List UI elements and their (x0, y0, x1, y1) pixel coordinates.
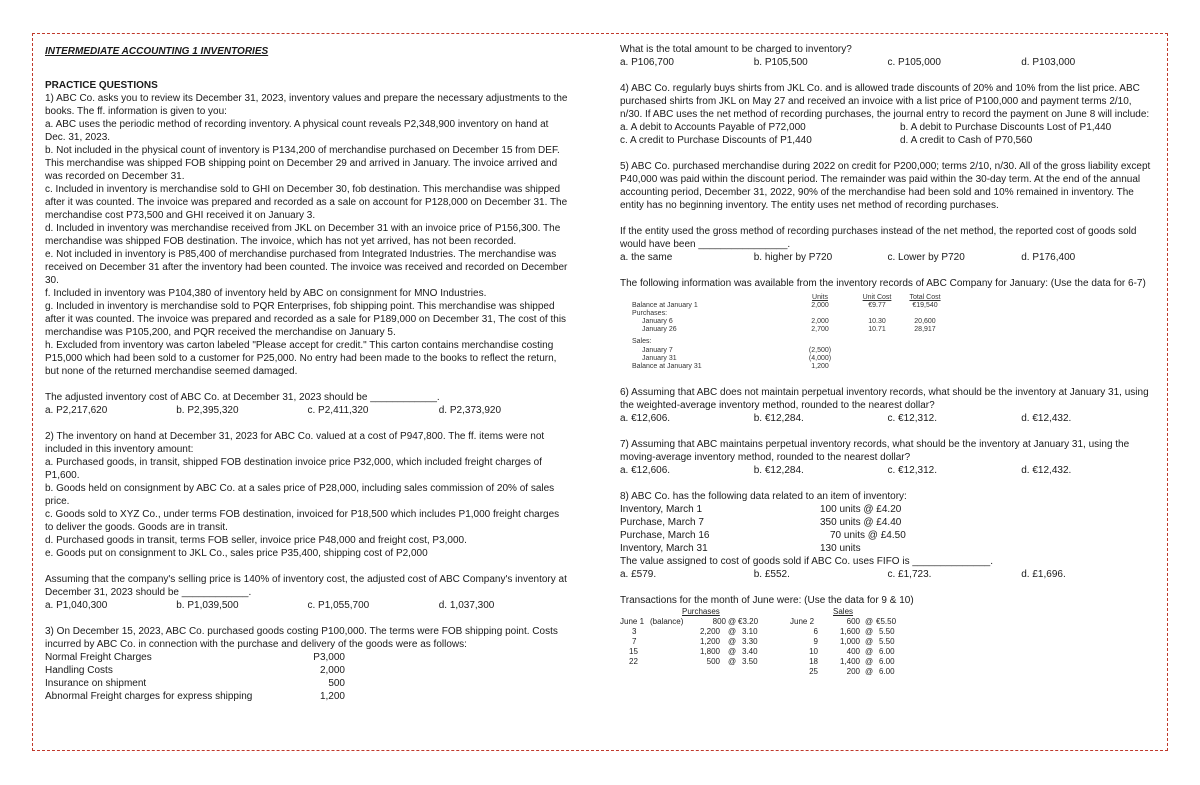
row-unit-cost: 10.71 (868, 326, 886, 333)
row-units: 2,000 (811, 302, 829, 309)
q2-item-b: b. Goods held on consignment by ABC Co. at a sales price of P28,000, including sales commission of 20% of sales price. (45, 483, 555, 507)
at-symbol: @ (865, 627, 874, 636)
cost-label: Handling Costs (45, 665, 113, 676)
q8-intro: 8) ABC Co. has the following data related to an item of inventory: (620, 491, 907, 502)
cost-label: Abnormal Freight charges for express shipping (45, 691, 253, 702)
purchase-price: 3.40 (742, 647, 758, 656)
purchase-note: (balance) (650, 617, 684, 626)
q3-option-c: c. P105,000 (887, 57, 941, 68)
inventory-records-intro: The following information was available from the inventory records of ABC Company for January: (Use the data for 6-7) (620, 278, 1146, 289)
q2-item-a: a. Purchased goods, in transit, shipped FOB destination invoice price P32,000, which included freight charges of P1,600. (45, 457, 542, 481)
q3-option-b: b. P105,500 (753, 57, 808, 68)
table-row (620, 667, 950, 677)
q3-intro: 3) On December 15, 2023, ABC Co. purchased goods costing P100,000. The terms were FOB shipping point. Costs incurred by ABC Co. in connection with the purchase and delivery of the goods were as follows: (45, 626, 558, 650)
q2-item-d: d. Purchased goods in transit, terms FOB seller, invoice price P48,000 and freight cost, P3,000. (45, 535, 467, 546)
q8-item-label: Inventory, March 1 (620, 504, 703, 515)
right-column (620, 43, 1155, 687)
q4-option-a: a. A debit to Accounts Payable of P72,000 (620, 122, 806, 133)
sale-qty: 1,400 (839, 657, 860, 666)
sale-date: 18 (809, 657, 818, 666)
q1-item-d: d. Included in inventory was merchandise received from JKL on December 31 with an invoice price of P156,300. The merchandise was shipped FOB destination. The invoice, which has not yet arrived, has not been recorded. (45, 223, 561, 247)
q8-option-b: b. £552. (753, 569, 790, 580)
q6-text: 6) Assuming that ABC does not maintain perpetual inventory records, what should be the inventory at January 31, using the weighted-average inventory method, rounded to the nearest dollar? (620, 387, 1149, 411)
table-row (620, 657, 950, 667)
q1-options (45, 404, 570, 417)
row-unit-cost: €9.77 (868, 302, 886, 309)
q7-option-b: b. €12,284. (753, 465, 804, 476)
q8-item-value: 100 units @ £4.20 (820, 504, 902, 515)
purchase-date: 7 (632, 637, 637, 646)
q2-intro: 2) The inventory on hand at December 31, 2023 for ABC Co. valued at a cost of P947,800. The ff. items were not included in this inventory amount: (45, 431, 545, 455)
row-total: 20,600 (914, 318, 936, 325)
q2-question: Assuming that the company's selling price is 140% of inventory cost, the adjusted cost of ABC Company's inventory at December 31, 2023 should be ____________. (45, 574, 567, 598)
q1-item-g: g. Included in inventory is merchandise sold to PQR Enterprises, fob shipping point. This merchandise was shipped after it was counted. The invoice was prepared and recorded as a sale for P189,000 on December 31, The cost of this merchandise was P105,200, and PQR received the merchandise on January 5. (45, 301, 567, 338)
sale-date: June 2 (790, 617, 815, 626)
q3-options (620, 56, 1155, 69)
q2-option-b: b. P1,039,500 (176, 600, 239, 611)
q8-question: The value assigned to cost of goods sold if ABC Co. uses FIFO is ______________. (620, 556, 994, 567)
row-units: (2,500) (808, 347, 832, 354)
q1-option-d: d. P2,373,920 (438, 405, 502, 416)
at-symbol: @ (728, 617, 737, 626)
row-label: January 7 (642, 347, 673, 354)
q3-question: What is the total amount to be charged to inventory? (620, 44, 852, 55)
table-row (620, 647, 950, 657)
sale-price: 6.00 (879, 657, 895, 666)
at-symbol: @ (728, 627, 737, 636)
row-label: January 31 (642, 355, 677, 362)
q1-item-f: f. Included in inventory was P104,380 of inventory held by ABC on consignment for MNO Industries. (45, 288, 487, 299)
q4-option-b: b. A debit to Purchase Discounts Lost of P1,440 (900, 122, 1112, 133)
q3-option-d: d. P103,000 (1021, 57, 1076, 68)
at-symbol: @ (865, 647, 874, 656)
row-label: Balance at January 31 (632, 363, 702, 370)
q7-option-d: d. €12,432. (1021, 465, 1072, 476)
sale-qty: 400 (846, 647, 860, 656)
sale-date: 6 (813, 627, 818, 636)
q1-option-c: c. P2,411,320 (307, 405, 369, 416)
table-row (620, 627, 950, 637)
at-symbol: @ (865, 637, 874, 646)
q8-item-label: Purchase, March 7 (620, 517, 704, 528)
purchase-date: 15 (629, 647, 638, 656)
purchase-date: 3 (632, 627, 637, 636)
purchase-price: 3.10 (742, 627, 758, 636)
sale-price: €5.50 (876, 617, 897, 626)
q5-option-c: c. Lower by P720 (887, 252, 965, 263)
sale-qty: 200 (846, 667, 860, 676)
row-total: 28,917 (914, 326, 936, 333)
row-units: (4,000) (808, 355, 832, 362)
sale-price: 5.50 (879, 627, 895, 636)
table-row (620, 637, 950, 647)
purchase-qty: 500 (706, 657, 720, 666)
q1-intro: 1) ABC Co. asks you to review its December 31, 2023, inventory values and prepare the necessary adjustments to the books. The ff. information is given to you: (45, 93, 568, 117)
q8-option-a: a. £579. (620, 569, 657, 580)
q6-option-c: c. €12,312. (887, 413, 937, 424)
sale-price: 6.00 (879, 647, 895, 656)
purchase-price: 3.50 (742, 657, 758, 666)
cost-amount: 500 (328, 678, 345, 689)
at-symbol: @ (865, 667, 874, 676)
purchase-date: 22 (629, 657, 638, 666)
table-row (620, 363, 950, 372)
row-units: 2,000 (811, 318, 829, 325)
q1-option-b: b. P2,395,320 (176, 405, 239, 416)
q8-item-value: 350 units @ £4.40 (820, 517, 902, 528)
row-unit-cost: 10.30 (868, 318, 886, 325)
q1-option-a: a. P2,217,620 (45, 405, 108, 416)
q7-option-a: a. €12,606. (620, 465, 671, 476)
q1-question: The adjusted inventory cost of ABC Co. at December 31, 2023 should be ____________. (45, 392, 440, 403)
q8-item-value: 70 units @ £4.50 (830, 530, 906, 541)
june-intro: Transactions for the month of June were: (Use the data for 9 & 10) (620, 595, 914, 606)
q2-option-a: a. P1,040,300 (45, 600, 108, 611)
q5-options (620, 251, 1155, 264)
q1-item-c: c. Included in inventory is merchandise sold to GHI on December 30, fob destination. This merchandise was shipped after it was counted. The invoice was prepared and recorded as a sale on account for P128,000 on December 31. The merchandise cost P73,500 and GHI received it on January 3. (45, 184, 568, 221)
q2-option-d: d. 1,037,300 (438, 600, 495, 611)
q8-item-value: 130 units (820, 543, 861, 554)
table-row (620, 338, 950, 347)
purchases-header: Purchases (682, 607, 720, 616)
row-label: Purchases: (632, 310, 668, 317)
q5-option-b: b. higher by P720 (753, 252, 833, 263)
purchase-qty: 2,200 (699, 627, 720, 636)
purchase-qty: 1,800 (699, 647, 720, 656)
q2-option-c: c. P1,055,700 (307, 600, 370, 611)
q1-item-b: b. Not included in the physical count of inventory is P134,200 of merchandise purchased on December 15 from DEF. This merchandise was shipped FOB shipping point on December 29 and arrived in January. The invoice arrived and was recorded on December 31. (45, 145, 560, 182)
document-title: INTERMEDIATE ACCOUNTING 1 INVENTORIES (45, 46, 269, 57)
q8-option-d: d. £1,696. (1021, 569, 1066, 580)
q6-options (620, 412, 1155, 425)
q4-option-d: d. A credit to Cash of P70,560 (900, 135, 1033, 146)
q3-option-a: a. P106,700 (620, 57, 674, 68)
purchase-qty: 800 (712, 617, 726, 626)
q8-item-label: Purchase, March 16 (620, 530, 710, 541)
purchase-price: €3.20 (738, 617, 759, 626)
q4-text: 4) ABC Co. regularly buys shirts from JKL Co. and is allowed trade discounts of 20% and 10% from the list price. ABC purchased shirts from JKL on May 27 and received an invoice with a list price of P100,000 and payment terms 2/10, n/30. If ABC uses the net method of recording purchases, the journal entry to record the payment on June 8 will include: (620, 83, 1150, 120)
row-units: 1,200 (811, 363, 829, 370)
q6-option-b: b. €12,284. (753, 413, 804, 424)
purchase-date: June 1 (620, 617, 645, 626)
q8-options (620, 568, 1155, 581)
q5-option-a: a. the same (620, 252, 673, 263)
left-column (45, 45, 570, 703)
q6-option-d: d. €12,432. (1021, 413, 1072, 424)
at-symbol: @ (865, 617, 874, 626)
q1-item-h: h. Excluded from inventory was carton labeled "Please accept for credit." This carton contains merchandise costing P15,000 which had been sold to a customer for P25,000. No entry had been made to the books to reflect the return, but none of the returned merchandise seemed damaged. (45, 340, 557, 377)
q2-item-e: e. Goods put on consignment to JKL Co., sales price P35,400, shipping cost of P2,000 (45, 548, 428, 559)
sale-date: 9 (813, 637, 818, 646)
q2-options (45, 599, 570, 612)
q8-item-label: Inventory, March 31 (620, 543, 708, 554)
q5-option-d: d. P176,400 (1021, 252, 1076, 263)
q3-cost-list (45, 651, 570, 703)
row-label: Sales: (632, 338, 652, 345)
sale-price: 6.00 (879, 667, 895, 676)
q5-text: 5) ABC Co. purchased merchandise during 2022 on credit for P200,000; terms 2/10, n/30. All of the gross liability except P40,000 was paid within the discount period. The remainder was paid within the 30-day term. At the end of the annual accounting period, December 31, 2022, 90% of the merchandise had been sold and 10% remained in inventory. The entity has no beginning inventory. The entity uses net method of recording purchases. (620, 161, 1151, 211)
at-symbol: @ (728, 657, 737, 666)
cost-label: Normal Freight Charges (45, 652, 152, 663)
june-transactions-table (620, 607, 1155, 687)
col-header-unit-cost: Unit Cost (862, 294, 892, 301)
col-header-units: Units (812, 294, 828, 301)
q2-item-c: c. Goods sold to XYZ Co., under terms FOB destination, invoiced for P18,500 which includes P1,000 freight charges to deliver the goods. Goods are in transit. (45, 509, 560, 533)
q1-item-e: e. Not included in inventory is P85,400 of merchandise purchased from Integrated Industries. The merchandise was received on December 31 after the inventory had been counted. The invoice was received and recorded on December 30. (45, 249, 568, 286)
q4-option-c: c. A credit to Purchase Discounts of P1,440 (620, 135, 812, 146)
sale-qty: 600 (846, 617, 860, 626)
at-symbol: @ (728, 637, 737, 646)
col-header-total-cost: Total Cost (909, 294, 941, 301)
q7-options (620, 464, 1155, 477)
sale-date: 25 (809, 667, 818, 676)
q7-text: 7) Assuming that ABC maintains perpetual inventory records, what should be the inventory at January 31, using the moving-average inventory method, rounded to the nearest dollar? (620, 439, 1130, 463)
cost-amount: 2,000 (319, 665, 345, 676)
purchase-qty: 1,200 (699, 637, 720, 646)
q7-option-c: c. €12,312. (887, 465, 937, 476)
sale-date: 10 (809, 647, 818, 656)
inventory-records-table (620, 290, 1155, 378)
q8-data-list (620, 503, 1155, 555)
row-label: Balance at January 1 (632, 302, 698, 309)
cost-label: Insurance on shipment (45, 678, 147, 689)
cost-amount: P3,000 (313, 652, 345, 663)
table-row (620, 326, 950, 335)
q4-options (620, 121, 1155, 147)
table-row (620, 617, 950, 627)
row-units: 2,700 (811, 326, 829, 333)
row-total: €19,540 (912, 302, 938, 309)
q6-option-a: a. €12,606. (620, 413, 671, 424)
cost-amount: 1,200 (319, 691, 345, 702)
q5-question: If the entity used the gross method of recording purchases instead of the net method, the reported cost of goods sold would have been ________________. (620, 226, 1137, 250)
row-label: January 6 (642, 318, 673, 325)
purchase-price: 3.30 (742, 637, 758, 646)
q1-item-a: a. ABC uses the periodic method of recording inventory. A physical count reveals P2,348,900 inventory on hand at Dec. 31, 2023. (45, 119, 549, 143)
sales-header: Sales (833, 607, 854, 616)
q8-option-c: c. £1,723. (887, 569, 932, 580)
sale-qty: 1,000 (839, 637, 860, 646)
sale-price: 5.50 (879, 637, 895, 646)
at-symbol: @ (728, 647, 737, 656)
sale-qty: 1,600 (839, 627, 860, 636)
at-symbol: @ (865, 657, 874, 666)
practice-heading: PRACTICE QUESTIONS (45, 80, 158, 91)
row-label: January 26 (642, 326, 677, 333)
